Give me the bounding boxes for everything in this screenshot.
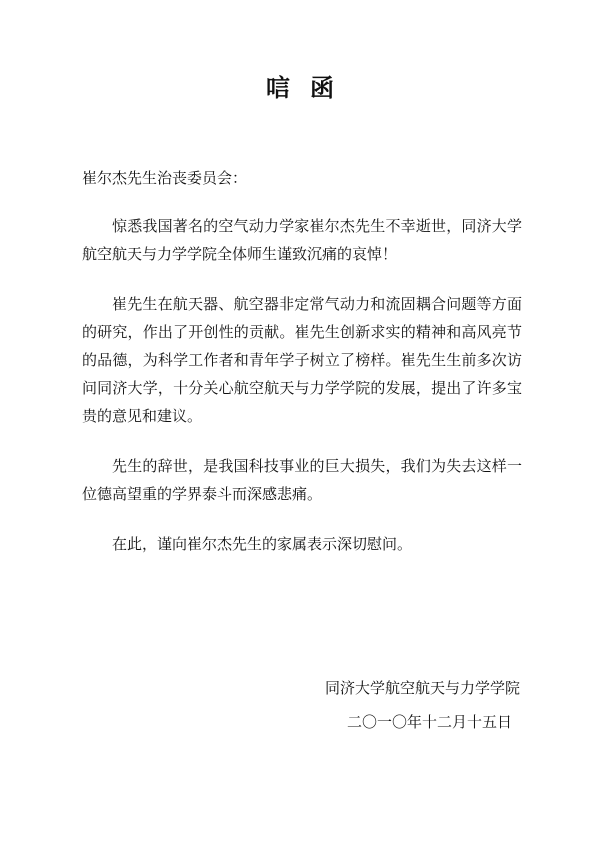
paragraph-contributions: 崔先生在航天器、航空器非定常气动力和流固耦合问题等方面的研究，作出了开创性的贡献。崔先生创新求实的精神和高风亮节的品德，为科学工作者和青年学子树立了榜样。崔先生生前多次访问同济大学，十分关心航空航天与力学学院的发展，提出了许多宝贵的意见和建议。 — [82, 295, 522, 425]
paragraph-condolence: 惊悉我国著名的空气动力学家崔尔杰先生不幸逝世，同济大学航空航天与力学学院全体师生谨致沉痛的哀悼！ — [82, 217, 522, 263]
letter-body — [82, 212, 522, 580]
letter-signature — [300, 676, 520, 734]
paragraph-sympathy: 在此，谨向崔尔杰先生的家属表示深切慰问。 — [112, 535, 413, 553]
letter-title: 唁函 — [266, 74, 354, 102]
signature-organization: 同济大学航空航天与力学学院 — [324, 679, 520, 697]
letter-salutation: 崔尔杰先生治丧委员会： — [82, 169, 248, 187]
signature-date: 二〇一〇年十二月十五日 — [346, 713, 512, 731]
paragraph-loss: 先生的辞世，是我国科技事业的巨大损失，我们为失去这样一位德高望重的学界泰斗而深感悲痛。 — [82, 457, 522, 503]
